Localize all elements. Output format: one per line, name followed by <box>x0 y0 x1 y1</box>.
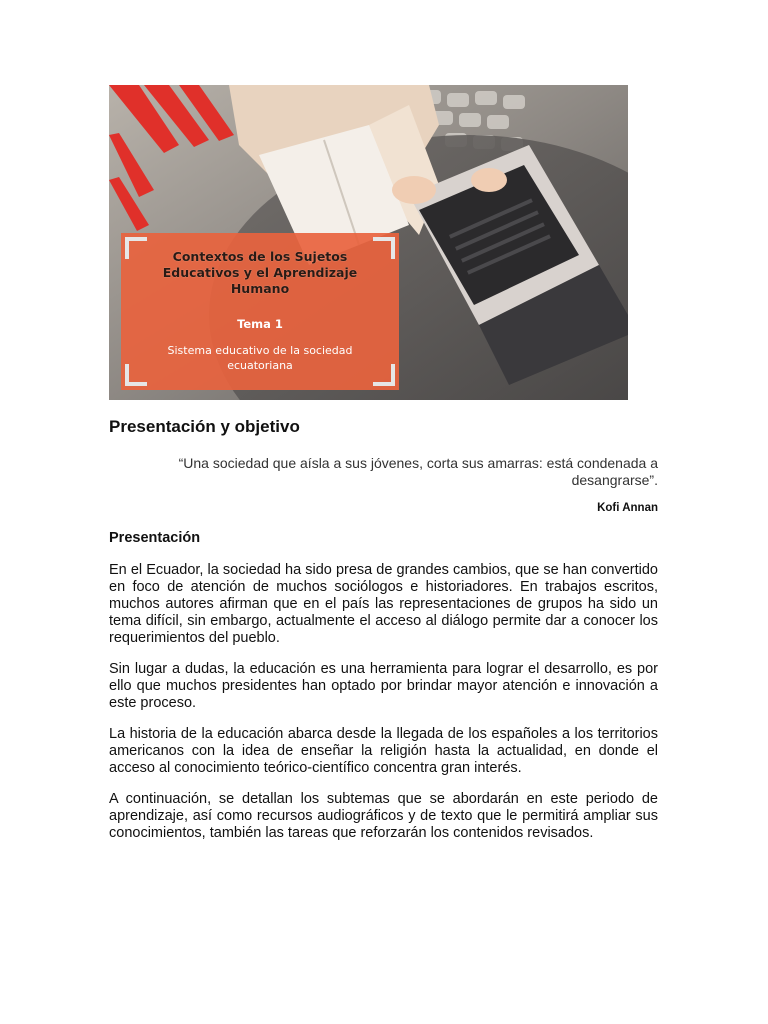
frame-corner-icon <box>373 364 395 386</box>
frame-corner-icon <box>125 364 147 386</box>
topic-subtitle: Sistema educativo de la sociedad ecuatoriana <box>167 344 353 372</box>
quote-author: Kofi Annan <box>597 502 658 514</box>
subsection-heading: Presentación <box>109 530 201 546</box>
course-title-card <box>121 233 399 390</box>
paragraph: Sin lugar a dudas, la educación es una herramienta para lograr el desarrollo, es por ello que muchos presidentes han optado por brindar mayor atención e innovación a este proceso. <box>109 661 658 711</box>
topic-label: Tema 1 <box>237 317 283 331</box>
frame-corner-icon <box>125 237 147 259</box>
paragraph: En el Ecuador, la sociedad ha sido presa de grandes cambios, que se han convertido en foco de atención de muchos sociólogos e historiadores. En trabajos escritos, muchos autores afirman que en el país las representaciones de grupos ha sido un tema difícil, sin embargo, actualmente el acceso al diálogo permite dar a conocer los requerimientos del pueblo. <box>109 562 658 646</box>
paragraph: La historia de la educación abarca desde la llegada de los españoles a los territorios americanos con la idea de enseñar la religión hasta la actualidad, en donde el acceso al conocimiento teórico-científico concentra gran interés. <box>109 726 658 776</box>
frame-corner-icon <box>373 237 395 259</box>
epigraph-quote: “Una sociedad que aísla a sus jóvenes, corta sus amarras: está condenada a desangrarse”. <box>178 455 658 488</box>
paragraph: A continuación, se detallan los subtemas que se abordarán en este periodo de aprendizaje, así como recursos audiográficos y de texto que le permitirá ampliar sus conocimientos, también las tareas que reforzarán los contenidos revisados. <box>109 791 658 841</box>
banner-image <box>109 85 628 400</box>
course-title: Contextos de los Sujetos Educativos y el Aprendizaje Humano <box>162 249 358 296</box>
section-heading: Presentación y objetivo <box>109 417 300 436</box>
